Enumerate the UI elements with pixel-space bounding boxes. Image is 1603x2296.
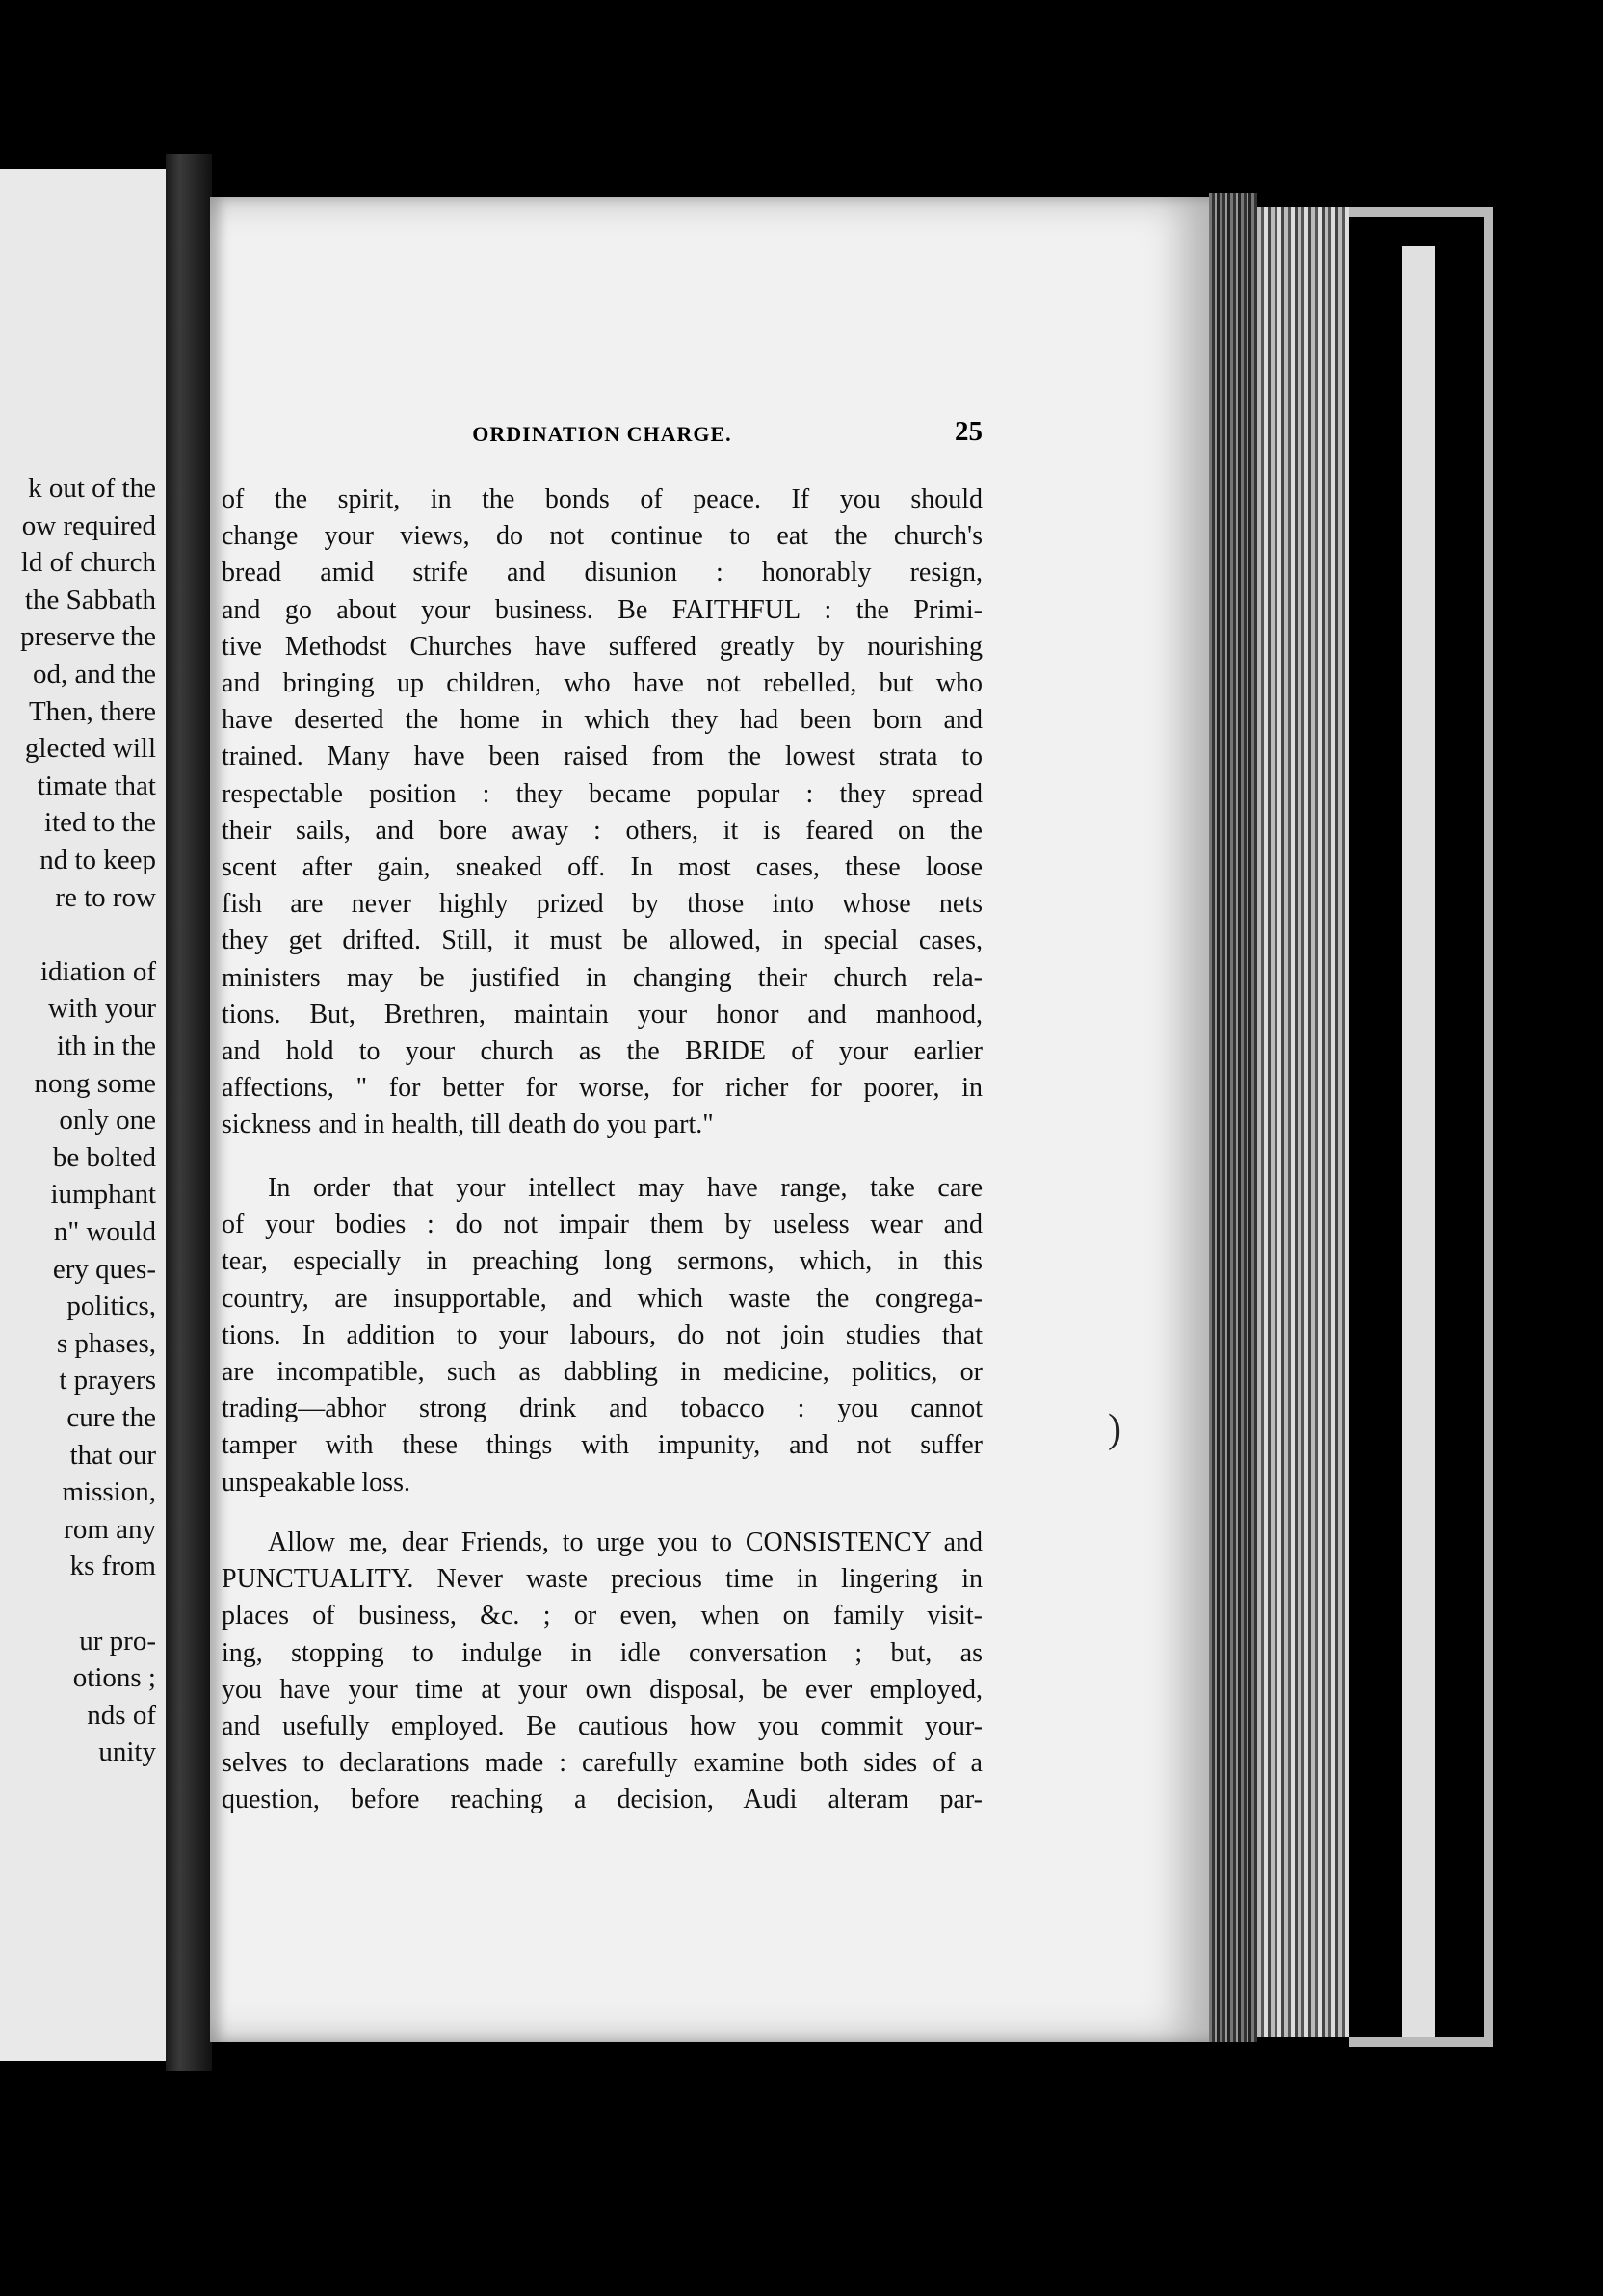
facing-page-line: nong some <box>34 1067 156 1099</box>
text-line: of the spirit, in the bonds of peace. If you should <box>222 484 983 514</box>
text-line: are incompatible, such as dabbling in medicine, politics, or <box>222 1357 983 1387</box>
text-line: question, before reaching a decision, Audi alteram par- <box>222 1785 983 1815</box>
text-line: change your views, do not continue to eat the church's <box>222 521 983 552</box>
text-line: sickness and in health, till death do you part." <box>222 1109 714 1140</box>
text-line: and bringing up children, who have not rebelled, but who <box>222 668 983 698</box>
facing-page-line: ow required <box>21 509 156 541</box>
text-line: places of business, &c. ; or even, when on family visit- <box>222 1601 983 1631</box>
facing-page-line: mission, <box>62 1476 156 1508</box>
text-line: In order that your intellect may have range, take care <box>268 1173 983 1203</box>
book-gutter <box>166 154 212 2071</box>
facing-page-line: t prayers <box>59 1365 156 1396</box>
facing-page-line: the Sabbath <box>24 584 156 615</box>
facing-page-line: unity <box>98 1736 156 1768</box>
facing-page-line: only one <box>59 1105 156 1136</box>
text-line: scent after gain, sneaked off. In most cases, these loose <box>222 852 983 882</box>
facing-page-line: re to row <box>55 881 156 913</box>
page-edges <box>1209 193 1257 2042</box>
text-line: have deserted the home in which they had been born and <box>222 705 983 736</box>
text-line: respectable position : they became popular : they spread <box>222 778 983 809</box>
text-line: their sails, and bore away : others, it is feared on the <box>222 815 983 846</box>
text-line: you have your time at your own disposal, be ever employed, <box>222 1674 983 1705</box>
facing-page-line: ited to the <box>44 807 156 839</box>
facing-page-line: be bolted <box>52 1141 156 1173</box>
facing-page-line: s phases, <box>56 1327 156 1359</box>
facing-page-line: rom any <box>64 1513 156 1545</box>
facing-page-line: glected will <box>24 733 156 765</box>
text-line: ing, stopping to indulge in idle conversation ; but, as <box>222 1637 983 1668</box>
facing-page-line: that our <box>69 1439 156 1471</box>
text-line: and hold to your church as the BRIDE of your earlier <box>222 1036 983 1066</box>
text-line: and usefully employed. Be cautious how you commit your- <box>222 1711 983 1741</box>
text-line: they get drifted. Still, it must be allowed, in special cases, <box>222 926 983 956</box>
facing-page-line: nd to keep <box>39 845 156 875</box>
text-line: Allow me, dear Friends, to urge you to CONSISTENCY and <box>268 1527 983 1557</box>
facing-page-line: with your <box>48 993 156 1025</box>
text-line: country, are insupportable, and which waste the congrega- <box>222 1283 983 1314</box>
facing-page-line: nds of <box>87 1699 156 1731</box>
text-line: tions. But, Brethren, maintain your honor and manhood, <box>222 999 983 1030</box>
facing-page-line: timate that <box>37 770 156 801</box>
text-line: bread amid strife and disunion : honorably resign, <box>222 558 983 588</box>
facing-page-line: ld of church <box>20 547 156 579</box>
text-line: affections, " for better for worse, for richer for poorer, in <box>222 1073 983 1104</box>
facing-page-line: k out of the <box>28 473 156 504</box>
facing-page-line: ith in the <box>56 1031 156 1061</box>
text-line: of your bodies : do not impair them by useless wear and <box>222 1210 983 1240</box>
facing-page-left <box>0 169 166 2061</box>
running-head <box>222 416 983 455</box>
text-line: tive Methodst Churches have suffered greatly by nourishing <box>222 631 983 662</box>
text-line: and go about your business. Be FAITHFUL : the Primi- <box>222 594 983 625</box>
running-title: ORDINATION CHARGE. <box>472 422 732 446</box>
text-line: trained. Many have been raised from the lowest strata to <box>222 742 983 772</box>
text-line: tear, especially in preaching long sermons, which, in this <box>222 1246 983 1277</box>
pencil-mark: ) <box>1108 1407 1121 1451</box>
book-cover-spine-strip <box>1402 246 1435 2037</box>
facing-page-line: iumphant <box>50 1179 156 1211</box>
facing-page-line: ks from <box>69 1551 156 1582</box>
text-line: PUNCTUALITY. Never waste precious time in lingering in <box>222 1564 983 1595</box>
page-number: 25 <box>955 416 983 447</box>
facing-page-line: ery ques- <box>52 1253 156 1285</box>
book-cover-edge <box>1257 207 1349 2037</box>
facing-page-line: idiation of <box>39 955 156 987</box>
facing-page-line: otions ; <box>72 1662 156 1694</box>
facing-page-line: politics, <box>66 1291 156 1322</box>
text-line: tamper with these things with impunity, and not suffer <box>222 1430 983 1461</box>
facing-page-line: ur pro- <box>79 1625 156 1657</box>
text-line: unspeakable loss. <box>222 1467 410 1498</box>
facing-page-line: od, and the <box>32 659 156 690</box>
facing-page-line: Then, there <box>28 695 156 727</box>
facing-page-line: cure the <box>66 1402 156 1433</box>
text-line: ministers may be justified in changing their church rela- <box>222 962 983 993</box>
facing-page-line: preserve the <box>20 621 156 653</box>
text-line: trading—abhor strong drink and tobacco : you cannot <box>222 1394 983 1424</box>
facing-page-line: n" would <box>53 1216 156 1247</box>
text-line: selves to declarations made : carefully examine both sides of a <box>222 1748 983 1779</box>
text-line: tions. In addition to your labours, do not join studies that <box>222 1319 983 1350</box>
text-line: fish are never highly prized by those into whose nets <box>222 889 983 920</box>
